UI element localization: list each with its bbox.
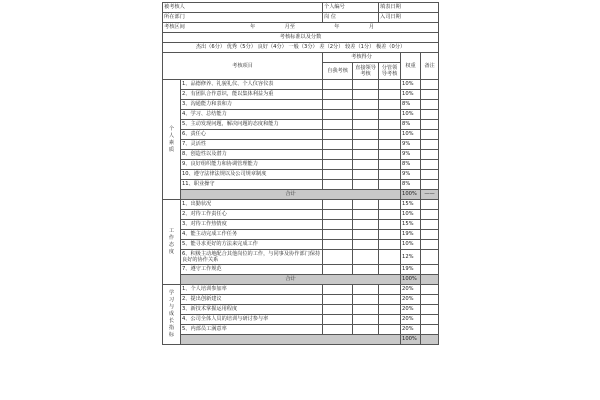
item-text: 4、能主动完成工作任务 [181,230,323,240]
remark-input[interactable] [421,170,439,180]
weight-value: 10% [401,240,421,250]
category-label [163,285,181,345]
remark-input[interactable] [421,220,439,230]
weight-value: 15% [401,200,421,210]
item-text: 8、创造性以及潜力 [181,150,323,160]
weight-value: 10% [401,90,421,100]
period-month-end: 月 [368,24,375,30]
direct-score-input[interactable] [353,220,379,230]
table-row [163,180,439,190]
remark-input[interactable] [421,240,439,250]
direct-score-input[interactable] [353,90,379,100]
table-row [163,120,439,130]
weight-column-header: 权重 [401,53,421,80]
period-month-to: 月至 [284,24,295,30]
division-score-input[interactable] [379,295,401,305]
division-score-input[interactable] [379,170,401,180]
remark-input[interactable] [421,100,439,110]
item-text: 5、能寻求更好的方法来完成工作 [181,240,323,250]
table-row [163,285,439,295]
item-text: 5、内部员工满意率 [181,325,323,335]
table-row [163,130,439,140]
direct-score-input[interactable] [353,230,379,240]
item-text: 1、出勤状况 [181,200,323,210]
header-row-3 [163,23,439,33]
remark-input[interactable] [421,250,439,265]
weight-value: 8% [401,180,421,190]
self-score-input[interactable] [323,265,353,275]
remark-input[interactable] [421,325,439,335]
self-score-input[interactable] [323,90,353,100]
table-row [163,210,439,220]
division-leader-header: 分管领导考核 [379,63,401,80]
division-score-input[interactable] [379,90,401,100]
weight-value: 20% [401,325,421,335]
self-score-input[interactable] [323,160,353,170]
subtotal-remark [421,335,439,345]
subtotal-row [163,190,439,200]
direct-score-input[interactable] [353,285,379,295]
item-text: 2、有团队合作意识，能以集体利益为重 [181,90,323,100]
remark-input[interactable] [421,230,439,240]
self-score-input[interactable] [323,295,353,305]
item-text: 1、品德修养、礼貌礼仪、个人仪容仪表 [181,80,323,90]
direct-score-input[interactable] [353,325,379,335]
period-cell [163,23,439,33]
item-text: 11、职业操守 [181,180,323,190]
self-score-input[interactable] [323,220,353,230]
self-score-input[interactable] [323,180,353,190]
division-score-input[interactable] [379,80,401,90]
remark-input[interactable] [421,80,439,90]
self-score-input[interactable] [323,210,353,220]
direct-score-input[interactable] [353,110,379,120]
division-score-input[interactable] [379,150,401,160]
item-text: 3、对待工作热情度 [181,220,323,230]
self-score-input[interactable] [323,250,353,265]
item-text: 4、公司全体人员的培训与研讨参与率 [181,315,323,325]
direct-score-input[interactable] [353,295,379,305]
table-row [163,305,439,315]
table-row [163,230,439,240]
subtotal-label [181,335,401,345]
self-score-input[interactable] [323,110,353,120]
self-score-input[interactable] [323,285,353,295]
header-row-2 [163,13,439,23]
direct-score-input[interactable] [353,315,379,325]
remark-input[interactable] [421,305,439,315]
department-label: 所在部门 [163,13,323,23]
direct-score-input[interactable] [353,200,379,210]
self-score-input[interactable] [323,100,353,110]
division-score-input[interactable] [379,110,401,120]
evaluation-form [162,2,438,345]
category-text: 学习与成长指标 [168,290,175,338]
remark-input[interactable] [421,180,439,190]
standard-text-row [163,43,439,53]
subtotal-label: 合计 [181,275,401,285]
division-score-input[interactable] [379,265,401,275]
item-text: 1、个人培训参加率 [181,285,323,295]
table-row [163,170,439,180]
standard-text: 杰出（6分） 优秀（5分） 良好（4分） 一般（3分） 差（2分） 较差（1分） 极差（0分） [163,43,439,53]
direct-score-input[interactable] [353,160,379,170]
score-group-header: 考核得分 [323,53,401,63]
category-text: 工作态度 [168,228,175,255]
category-text: 个人素质 [168,125,175,153]
subtotal-remark: —— [421,190,439,200]
table-row [163,325,439,335]
direct-score-input[interactable] [353,120,379,130]
employee-id-label: 个人编号 [323,3,379,13]
remark-input[interactable] [421,200,439,210]
weight-value: 20% [401,305,421,315]
remark-input[interactable] [421,120,439,130]
table-row [163,150,439,160]
remark-input[interactable] [421,210,439,220]
item-text: 5、主动发现问题，解决问题的态度和能力 [181,120,323,130]
division-score-input[interactable] [379,325,401,335]
weight-value: 15% [401,220,421,230]
self-score-input[interactable] [323,315,353,325]
division-score-input[interactable] [379,285,401,295]
division-score-input[interactable] [379,240,401,250]
self-score-input[interactable] [323,140,353,150]
self-score-input[interactable] [323,170,353,180]
weight-value: 9% [401,150,421,160]
item-text: 3、新技术掌握运用程度 [181,305,323,315]
table-row [163,315,439,325]
remark-input[interactable] [421,265,439,275]
employee-name-label: 被考核人 [163,3,323,13]
division-score-input[interactable] [379,305,401,315]
direct-score-input[interactable] [353,180,379,190]
division-score-input[interactable] [379,220,401,230]
direct-score-input[interactable] [353,140,379,150]
self-score-input[interactable] [323,240,353,250]
direct-score-input[interactable] [353,240,379,250]
division-score-input[interactable] [379,100,401,110]
table-row [163,200,439,210]
weight-value: 8% [401,100,421,110]
evaluation-table [162,2,439,345]
weight-value: 20% [401,315,421,325]
item-text: 3、沟通能力和表和力 [181,100,323,110]
self-score-input[interactable] [323,120,353,130]
period-label: 考核区间 [164,24,185,30]
table-row [163,140,439,150]
direct-score-input[interactable] [353,80,379,90]
division-score-input[interactable] [379,230,401,240]
remark-input[interactable] [421,110,439,120]
remark-input[interactable] [421,90,439,100]
weight-value: 10% [401,110,421,120]
self-score-input[interactable] [323,200,353,210]
weight-value: 9% [401,140,421,150]
table-row [163,220,439,230]
remark-input[interactable] [421,315,439,325]
subtotal-row [163,335,439,345]
direct-score-input[interactable] [353,250,379,265]
division-score-input[interactable] [379,200,401,210]
weight-value: 19% [401,265,421,275]
item-text: 7、遵守工作规范 [181,265,323,275]
remark-input[interactable] [421,160,439,170]
direct-score-input[interactable] [353,150,379,160]
direct-score-input[interactable] [353,100,379,110]
period-year-start: 年 [250,24,256,30]
direct-score-input[interactable] [353,305,379,315]
subtotal-weight: 100% [401,190,421,200]
direct-score-input[interactable] [353,170,379,180]
weight-value: 10% [401,80,421,90]
remark-input[interactable] [421,285,439,295]
division-score-input[interactable] [379,130,401,140]
standard-title-row [163,33,439,43]
remark-column-header: 备注 [421,53,439,80]
self-score-input[interactable] [323,150,353,160]
weight-value: 10% [401,210,421,220]
subtotal-weight: 100% [401,335,421,345]
self-eval-header: 自我考核 [323,63,353,80]
self-score-input[interactable] [323,305,353,315]
direct-score-input[interactable] [353,265,379,275]
division-score-input[interactable] [379,180,401,190]
table-row [163,110,439,120]
table-row [163,240,439,250]
remark-input[interactable] [421,130,439,140]
division-score-input[interactable] [379,160,401,170]
item-text: 2、提出创新建议 [181,295,323,305]
fill-date-label: 填表日期 [379,3,439,13]
direct-score-input[interactable] [353,130,379,140]
table-row [163,90,439,100]
entry-date-label: 入司日期 [379,13,439,23]
category-label [163,80,181,200]
division-score-input[interactable] [379,250,401,265]
division-score-input[interactable] [379,315,401,325]
self-score-input[interactable] [323,325,353,335]
division-score-input[interactable] [379,120,401,130]
table-row [163,265,439,275]
self-score-input[interactable] [323,130,353,140]
division-score-input[interactable] [379,210,401,220]
period-year-end: 年 [334,24,340,30]
subtotal-remark [421,275,439,285]
remark-input[interactable] [421,140,439,150]
subtotal-weight: 100% [401,275,421,285]
direct-leader-header: 直接领导考核 [353,63,379,80]
category-label [163,200,181,285]
weight-value: 8% [401,160,421,170]
table-row [163,295,439,305]
header-row-1 [163,3,439,13]
self-score-input[interactable] [323,230,353,240]
subtotal-row [163,275,439,285]
remark-input[interactable] [421,150,439,160]
table-row [163,80,439,90]
item-text: 4、学习、总结能力 [181,110,323,120]
table-row [163,160,439,170]
weight-value: 9% [401,170,421,180]
weight-value: 12% [401,250,421,265]
weight-value: 10% [401,130,421,140]
direct-score-input[interactable] [353,210,379,220]
standard-title: 考核标准以及分数 [163,33,439,43]
weight-value: 8% [401,120,421,130]
weight-value: 19% [401,230,421,240]
table-row [163,250,439,265]
remark-input[interactable] [421,295,439,305]
subtotal-label: 合计 [181,190,401,200]
item-column-header: 考核项目 [163,53,323,80]
item-text: 9、良好组织能力和协调管理能力 [181,160,323,170]
division-score-input[interactable] [379,140,401,150]
item-text: 2、对待工作责任心 [181,210,323,220]
table-row [163,100,439,110]
item-text: 6、责任心 [181,130,323,140]
weight-value: 20% [401,285,421,295]
position-label: 岗 位 [323,13,379,23]
item-text: 6、积极主动地配合其他岗位的工作，与同事及协作部门保持良好的协作关系 [181,250,323,265]
self-score-input[interactable] [323,80,353,90]
column-header-row-1 [163,53,439,63]
item-text: 7、灵活性 [181,140,323,150]
item-text: 10、遵守法律法规以及公司规章制度 [181,170,323,180]
weight-value: 20% [401,295,421,305]
